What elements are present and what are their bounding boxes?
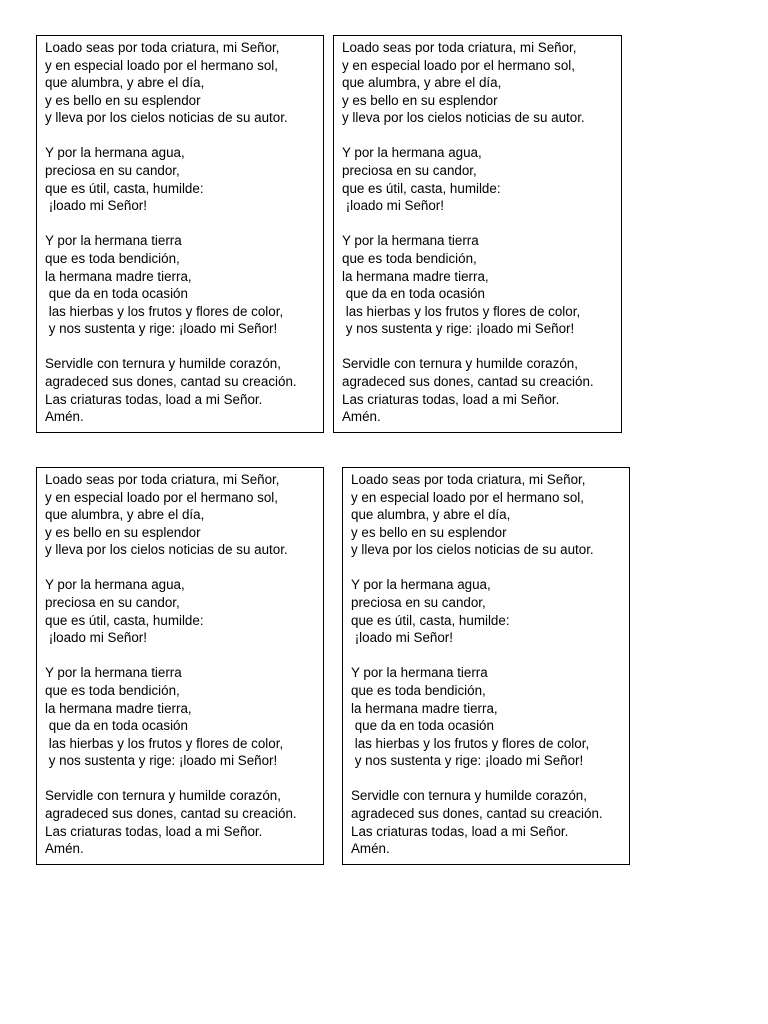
verse-line: y nos sustenta y rige: ¡loado mi Señor! bbox=[45, 321, 278, 337]
verse-line: Servidle con ternura y humilde corazón, bbox=[342, 356, 578, 372]
prayer-card-3 bbox=[36, 467, 324, 865]
stanza-4 bbox=[351, 787, 621, 857]
verse-line: y es bello en su esplendor bbox=[351, 524, 507, 540]
stanza-3 bbox=[351, 664, 621, 770]
verse-line: Y por la hermana tierra bbox=[45, 665, 182, 681]
verse-line: Y por la hermana tierra bbox=[45, 233, 182, 249]
verse-line: que da en toda ocasión bbox=[45, 718, 188, 734]
stanza-1 bbox=[351, 471, 621, 559]
verse-line: que da en toda ocasión bbox=[45, 286, 188, 302]
verse-line: y es bello en su esplendor bbox=[45, 524, 201, 540]
verse-line: que es toda bendición, bbox=[342, 250, 477, 266]
prayer-card-1 bbox=[36, 35, 324, 433]
verse-line: Y por la hermana tierra bbox=[351, 665, 488, 681]
verse-line: preciosa en su candor, bbox=[45, 595, 180, 611]
verse-line: que alumbra, y abre el día, bbox=[45, 507, 205, 523]
verse-line: y nos sustenta y rige: ¡loado mi Señor! bbox=[342, 321, 575, 337]
verse-line: y en especial loado por el hermano sol, bbox=[351, 489, 584, 505]
verse-line: Loado seas por toda criatura, mi Señor, bbox=[45, 472, 280, 487]
verse-line: Amén. bbox=[351, 841, 390, 857]
verse-line: y lleva por los cielos noticias de su autor. bbox=[342, 110, 585, 126]
verse-line: que da en toda ocasión bbox=[342, 286, 485, 302]
verse-line: y lleva por los cielos noticias de su autor. bbox=[45, 542, 288, 558]
verse-line: Y por la hermana agua, bbox=[351, 577, 491, 593]
verse-line: y lleva por los cielos noticias de su autor. bbox=[351, 542, 594, 558]
verse-line: Servidle con ternura y humilde corazón, bbox=[351, 788, 587, 804]
verse-line: ¡loado mi Señor! bbox=[45, 630, 147, 646]
verse-line: Loado seas por toda criatura, mi Señor, bbox=[351, 472, 586, 487]
verse-line: y nos sustenta y rige: ¡loado mi Señor! bbox=[351, 753, 584, 769]
verse-line: Las criaturas todas, load a mi Señor. bbox=[342, 391, 560, 407]
verse-line: y en especial loado por el hermano sol, bbox=[45, 57, 278, 73]
verse-line: Loado seas por toda criatura, mi Señor, bbox=[342, 40, 577, 55]
verse-line: y lleva por los cielos noticias de su autor. bbox=[45, 110, 288, 126]
verse-line: Las criaturas todas, load a mi Señor. bbox=[45, 823, 263, 839]
verse-line: Servidle con ternura y humilde corazón, bbox=[45, 356, 281, 372]
stanza-3 bbox=[45, 232, 315, 338]
verse-line: y nos sustenta y rige: ¡loado mi Señor! bbox=[45, 753, 278, 769]
prayer-card-4 bbox=[342, 467, 630, 865]
stanza-4 bbox=[45, 787, 315, 857]
verse-line: Y por la hermana agua, bbox=[342, 145, 482, 161]
verse-line: que es toda bendición, bbox=[45, 250, 180, 266]
verse-line: y es bello en su esplendor bbox=[45, 92, 201, 108]
stanza-1 bbox=[45, 39, 315, 127]
verse-line: agradeced sus dones, cantad su creación. bbox=[342, 374, 594, 389]
stanza-3 bbox=[342, 232, 613, 338]
verse-line: Servidle con ternura y humilde corazón, bbox=[45, 788, 281, 804]
stanza-1 bbox=[45, 471, 315, 559]
verse-line: la hermana madre tierra, bbox=[45, 700, 192, 716]
verse-line: que es toda bendición, bbox=[351, 682, 486, 698]
verse-line: Las criaturas todas, load a mi Señor. bbox=[351, 823, 569, 839]
stanza-2 bbox=[342, 144, 613, 214]
verse-line: las hierbas y los frutos y flores de color, bbox=[342, 303, 581, 319]
verse-line: la hermana madre tierra, bbox=[351, 700, 498, 716]
stanza-3 bbox=[45, 664, 315, 770]
verse-line: las hierbas y los frutos y flores de color, bbox=[45, 303, 284, 319]
verse-line: preciosa en su candor, bbox=[45, 163, 180, 179]
verse-line: Amén. bbox=[342, 409, 381, 425]
stanza-1 bbox=[342, 39, 613, 127]
verse-line: que es útil, casta, humilde: bbox=[45, 180, 204, 196]
verse-line: Las criaturas todas, load a mi Señor. bbox=[45, 391, 263, 407]
verse-line: que alumbra, y abre el día, bbox=[351, 507, 511, 523]
verse-line: las hierbas y los frutos y flores de color, bbox=[351, 735, 590, 751]
verse-line: y en especial loado por el hermano sol, bbox=[45, 489, 278, 505]
verse-line: Amén. bbox=[45, 841, 84, 857]
stanza-4 bbox=[342, 355, 613, 425]
verse-line: agradeced sus dones, cantad su creación. bbox=[45, 806, 297, 821]
stanza-2 bbox=[351, 576, 621, 646]
stanza-2 bbox=[45, 576, 315, 646]
verse-line: Y por la hermana tierra bbox=[342, 233, 479, 249]
verse-line: preciosa en su candor, bbox=[351, 595, 486, 611]
verse-line: y en especial loado por el hermano sol, bbox=[342, 57, 575, 73]
verse-line: la hermana madre tierra, bbox=[342, 268, 489, 284]
verse-line: Y por la hermana agua, bbox=[45, 145, 185, 161]
verse-line: agradeced sus dones, cantad su creación. bbox=[45, 374, 297, 389]
verse-line: que alumbra, y abre el día, bbox=[342, 75, 502, 91]
verse-line: la hermana madre tierra, bbox=[45, 268, 192, 284]
verse-line: que da en toda ocasión bbox=[351, 718, 494, 734]
stanza-4 bbox=[45, 355, 315, 425]
verse-line: ¡loado mi Señor! bbox=[351, 630, 453, 646]
verse-line: ¡loado mi Señor! bbox=[45, 198, 147, 214]
verse-line: las hierbas y los frutos y flores de color, bbox=[45, 735, 284, 751]
verse-line: que es útil, casta, humilde: bbox=[351, 612, 510, 628]
stanza-2 bbox=[45, 144, 315, 214]
verse-line: que es toda bendición, bbox=[45, 682, 180, 698]
verse-line: Y por la hermana agua, bbox=[45, 577, 185, 593]
verse-line: y es bello en su esplendor bbox=[342, 92, 498, 108]
verse-line: preciosa en su candor, bbox=[342, 163, 477, 179]
verse-line: que es útil, casta, humilde: bbox=[45, 612, 204, 628]
verse-line: agradeced sus dones, cantad su creación. bbox=[351, 806, 603, 821]
verse-line: Amén. bbox=[45, 409, 84, 425]
verse-line: Loado seas por toda criatura, mi Señor, bbox=[45, 40, 280, 55]
verse-line: que es útil, casta, humilde: bbox=[342, 180, 501, 196]
verse-line: ¡loado mi Señor! bbox=[342, 198, 444, 214]
verse-line: que alumbra, y abre el día, bbox=[45, 75, 205, 91]
prayer-card-2 bbox=[333, 35, 622, 433]
